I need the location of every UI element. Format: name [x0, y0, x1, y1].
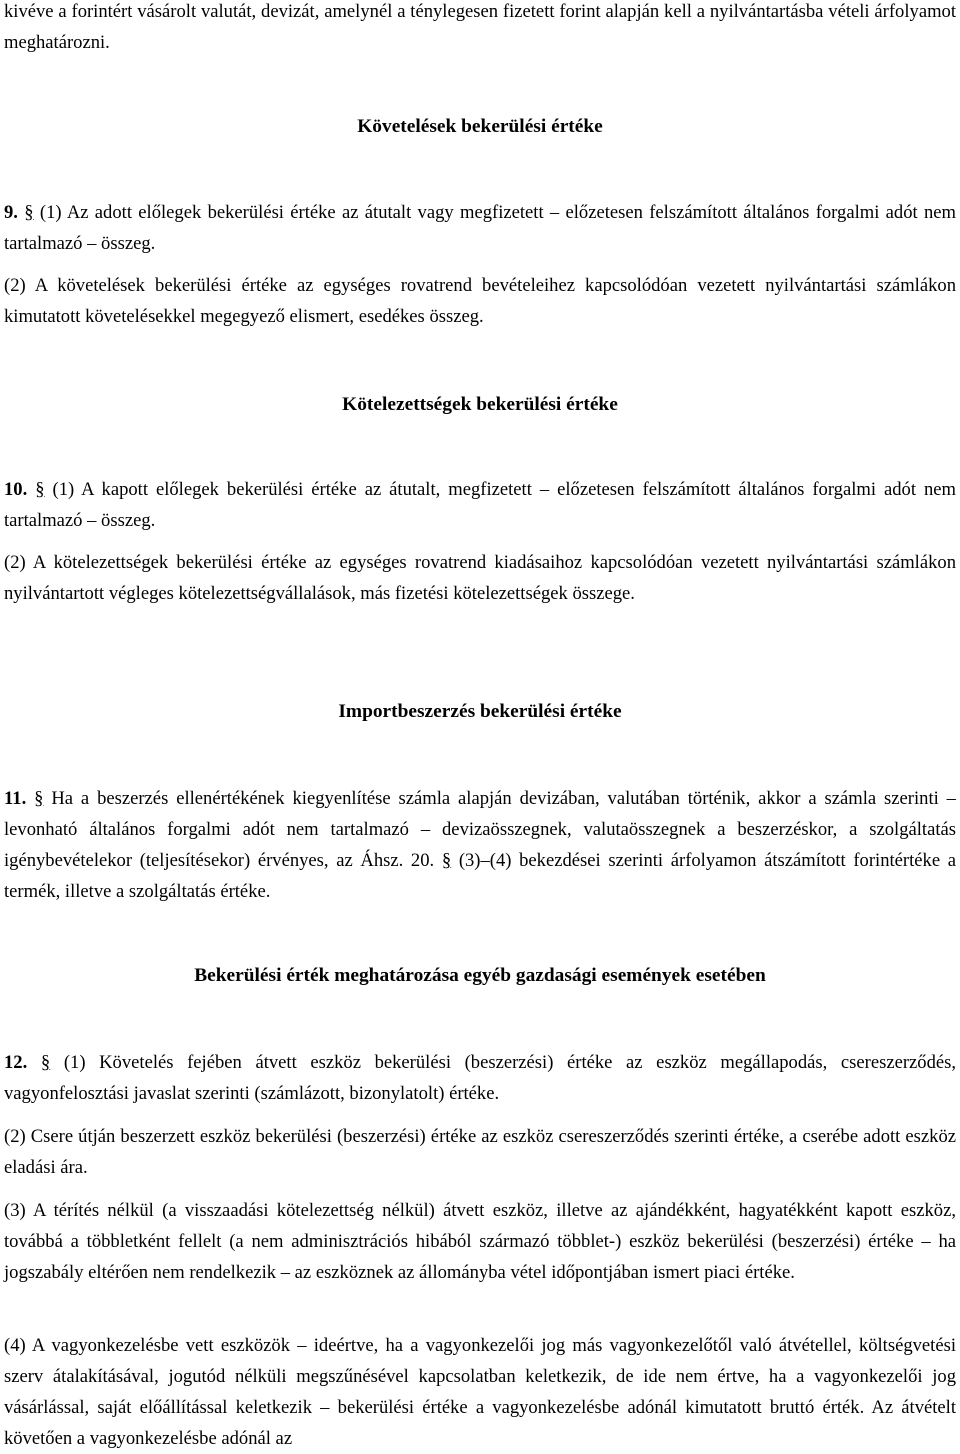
section-mark: § — [35, 479, 45, 500]
section-heading-other-events: Bekerülési érték meghatározása egyéb gazdasági események esetében — [194, 965, 766, 986]
section-mark: § — [34, 788, 44, 809]
section-heading-import: Importbeszerzés bekerülési értéke — [338, 701, 622, 722]
section-mark: § — [441, 850, 452, 871]
paragraph-12-3: (3) A térítés nélkül (a visszaadási kötelezettség nélkül) átvett eszköz, illetve az ajándékként, hagyatékként kapott eszköz, továbbá a többletként fellelt (a nem adminisztrációs hibából származó többlet-) eszköz bekerülési (beszerzési) értéke – ha jogszabály eltérően nem rendelkezik – az eszköznek az állományba vétel időpontjában ismert piaci értéke. — [4, 1200, 956, 1283]
paragraph-9-1 — [4, 197, 956, 259]
paragraph-11 — [4, 783, 956, 907]
section-mark: § — [40, 1052, 51, 1073]
section-mark: § — [24, 202, 34, 223]
paragraph-text: Ha a beszerzés ellenértékének kiegyenlítése számla alapján devizában, valutában történik, akkor a számla szerinti – levonható általános forgalmi adót nem tartalmazó – devizaösszegnek, valutaösszegnek a beszerzéskor, a szolgáltatás igénybevételekor (teljesítésekor) érvényes, az Áhsz. 20. — [4, 788, 956, 871]
paragraph-number: 11. — [4, 788, 27, 809]
section-heading-liabilities: Kötelezettségek bekerülési értéke — [342, 394, 618, 415]
paragraph-9-2: (2) A követelések bekerülési értéke az egységes rovatrend bevételeihez kapcsolódóan vezetett nyilvántartási számlákon kimutatott követelésekkel megegyező elismert, esedékes összeg. — [4, 275, 956, 327]
paragraph-10-2: (2) A kötelezettségek bekerülési értéke az egységes rovatrend kiadásaihoz kapcsolódóan vezetett nyilvántartási számlákon nyilvántartott végleges kötelezettségvállalások, más fizetési kötelezettségek összege. — [4, 552, 956, 604]
paragraph-10-1 — [4, 474, 956, 536]
paragraph-12-2: (2) Csere útján beszerzett eszköz bekerülési (beszerzési) értéke az eszköz csereszerződés szerinti értéke, a cserébe adott eszköz eladási ára. — [4, 1126, 956, 1178]
paragraph-12-4: (4) A vagyonkezelésbe vett eszközök – ideértve, ha a vagyonkezelői jog más vagyonkezelőtől való átvétellel, költségvetési szerv átalakításával, jogutód nélküli megszűnésével kapcsolatban keletkezik, de ide nem értve, ha a vagyonkezelői jog vásárlással, saját előállítással keletkezik – bekerülési értéke a vagyonkezelésbe adónál kimutatott bruttó érték. Az átvételt követően a vagyonkezelésbe adónál az — [4, 1335, 956, 1449]
paragraph-number: 10. — [4, 479, 28, 500]
paragraph-text: (1) Az adott előlegek bekerülési értéke az átutalt vagy megfizetett – előzetesen felszámított általános forgalmi adót nem tartalmazó – összeg. — [4, 202, 957, 254]
paragraph-number: 12. — [4, 1052, 28, 1073]
paragraph-text: (1) Követelés fejében átvett eszköz bekerülési (beszerzési) értéke az eszköz megállapodás, csereszerződés, vagyonfelosztási javaslat szerinti (számlázott, bizonylatolt) értéke. — [4, 1052, 957, 1104]
paragraph-text-continued: (3)–(4) bekezdései szerinti árfolyamon átszámított forintértéke a termék, illetve a szolgáltatás értéke. — [4, 850, 956, 902]
section-heading-receivables: Követelések bekerülési értéke — [357, 116, 603, 137]
paragraph-12-1 — [4, 1047, 956, 1109]
paragraph-text: (1) A kapott előlegek bekerülési értéke az átutalt, megfizetett – előzetesen felszámított általános forgalmi adót nem tartalmazó – összeg. — [4, 479, 957, 531]
intro-paragraph: kivéve a forintért vásárolt valutát, devizát, amelynél a ténylegesen fizetett forint alapján kell a nyilvántartásba vételi árfolyamot meghatározni. — [4, 1, 956, 53]
paragraph-number: 9. — [4, 202, 18, 223]
